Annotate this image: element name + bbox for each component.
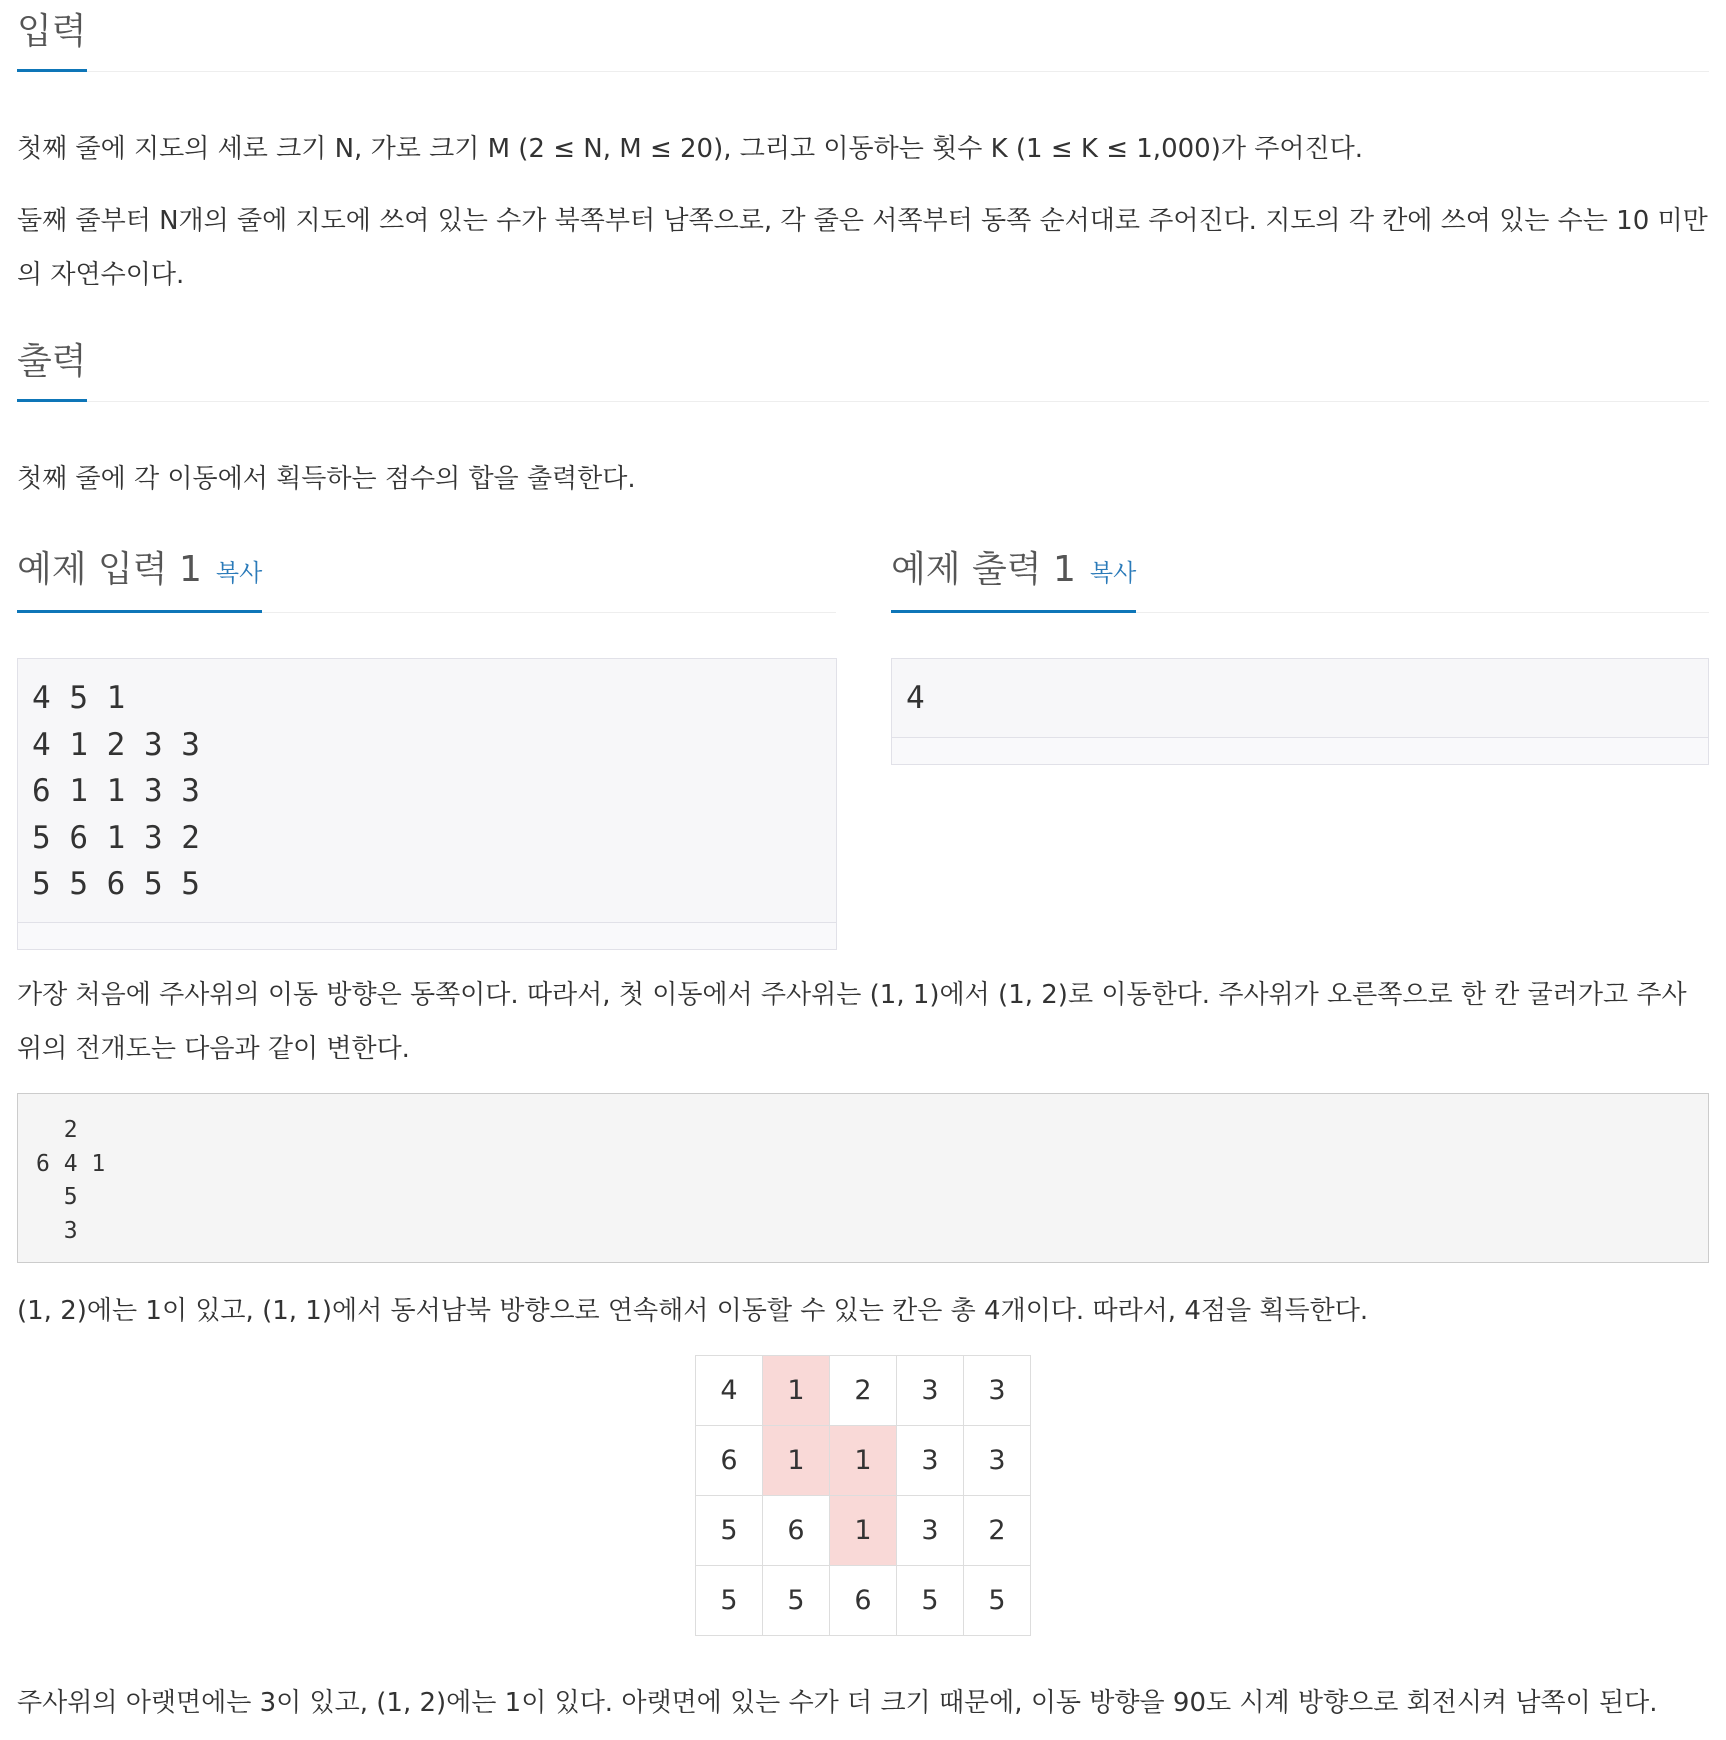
sample-input-heading <box>17 547 262 613</box>
grid-row <box>696 1566 1031 1636</box>
sample-output-box[interactable] <box>891 658 1709 765</box>
grid-cell: 3 <box>964 1426 1031 1496</box>
grid-cell: 1 <box>830 1426 897 1496</box>
output-description: 첫째 줄에 각 이동에서 획득하는 점수의 합을 출력한다. <box>17 464 636 494</box>
input-description-line-1: 첫째 줄에 지도의 세로 크기 N, 가로 크기 M (2 ≤ N, M ≤ 20), 그리고 이동하는 횟수 K (1 ≤ K ≤ 1,000)가 주어진다. <box>17 134 1363 164</box>
explanation-paragraph-3: 주사위의 아랫면에는 3이 있고, (1, 2)에는 1이 있다. 아랫면에 있는 수가 더 크기 때문에, 이동 방향을 90도 시계 방향으로 회전시켜 남쪽이 된다. <box>17 1688 1658 1718</box>
grid-cell: 6 <box>830 1566 897 1636</box>
grid-cell: 5 <box>763 1566 830 1636</box>
explanation-paragraph-1: 가장 처음에 주사위의 이동 방향은 동쪽이다. 따라서, 첫 이동에서 주사위는 (1, 1)에서 (1, 2)로 이동한다. 주사위가 오른쪽으로 한 칸 굴러가고 주사위의 전개도는 다음과 같이 변한다. <box>17 980 1687 1064</box>
grid-cell: 6 <box>763 1496 830 1566</box>
grid-cell: 4 <box>696 1356 763 1426</box>
grid-cell: 5 <box>696 1496 763 1566</box>
explanation-paragraph-2: (1, 2)에는 1이 있고, (1, 1)에서 동서남북 방향으로 연속해서 이동할 수 있는 칸은 총 4개이다. 따라서, 4점을 획득한다. <box>17 1296 1369 1326</box>
sample-output-title: 예제 출력 1 <box>891 549 1076 590</box>
input-description-line-2: 둘째 줄부터 N개의 줄에 지도에 쓰여 있는 수가 북쪽부터 남쪽으로, 각 줄은 서쪽부터 동쪽 순서대로 주어진다. 지도의 각 칸에 쓰여 있는 수는 10 미만의 자연수이다. <box>17 206 1708 290</box>
grid-row <box>696 1356 1031 1426</box>
grid-cell: 5 <box>696 1566 763 1636</box>
grid-row <box>696 1426 1031 1496</box>
sample-output-copy-button[interactable]: 복사 <box>1089 559 1137 587</box>
sample-output-footer <box>892 737 1708 764</box>
grid-cell: 5 <box>897 1566 964 1636</box>
grid-cell: 1 <box>763 1426 830 1496</box>
dice-net-content: 2 6 4 1 5 3 <box>36 1117 106 1244</box>
grid-cell: 2 <box>830 1356 897 1426</box>
input-section-title: 입력 <box>17 9 87 72</box>
output-section-header <box>17 338 1709 402</box>
grid-cell: 1 <box>830 1496 897 1566</box>
sample-input-box[interactable] <box>17 658 837 950</box>
sample-output-header <box>891 546 1709 613</box>
sample-input-copy-button[interactable]: 복사 <box>215 559 263 587</box>
sample-input-footer <box>18 922 836 949</box>
map-grid <box>695 1355 1031 1636</box>
grid-row <box>696 1496 1031 1566</box>
grid-cell: 5 <box>964 1566 1031 1636</box>
grid-cell: 3 <box>897 1496 964 1566</box>
grid-cell: 3 <box>897 1426 964 1496</box>
grid-cell: 2 <box>964 1496 1031 1566</box>
sample-input-content: 4 5 1 4 1 2 3 3 6 1 1 3 3 5 6 1 3 2 5 5 6 5 5 <box>32 680 200 902</box>
grid-cell: 1 <box>763 1356 830 1426</box>
sample-output-content: 4 <box>906 680 925 716</box>
sample-output-heading <box>891 547 1136 613</box>
dice-net-box <box>17 1093 1709 1263</box>
input-section-header <box>17 8 1709 72</box>
grid-cell: 6 <box>696 1426 763 1496</box>
sample-input-header <box>17 546 836 613</box>
sample-input-title: 예제 입력 1 <box>17 549 202 590</box>
output-section-title: 출력 <box>17 339 87 402</box>
grid-cell: 3 <box>897 1356 964 1426</box>
grid-cell: 3 <box>964 1356 1031 1426</box>
